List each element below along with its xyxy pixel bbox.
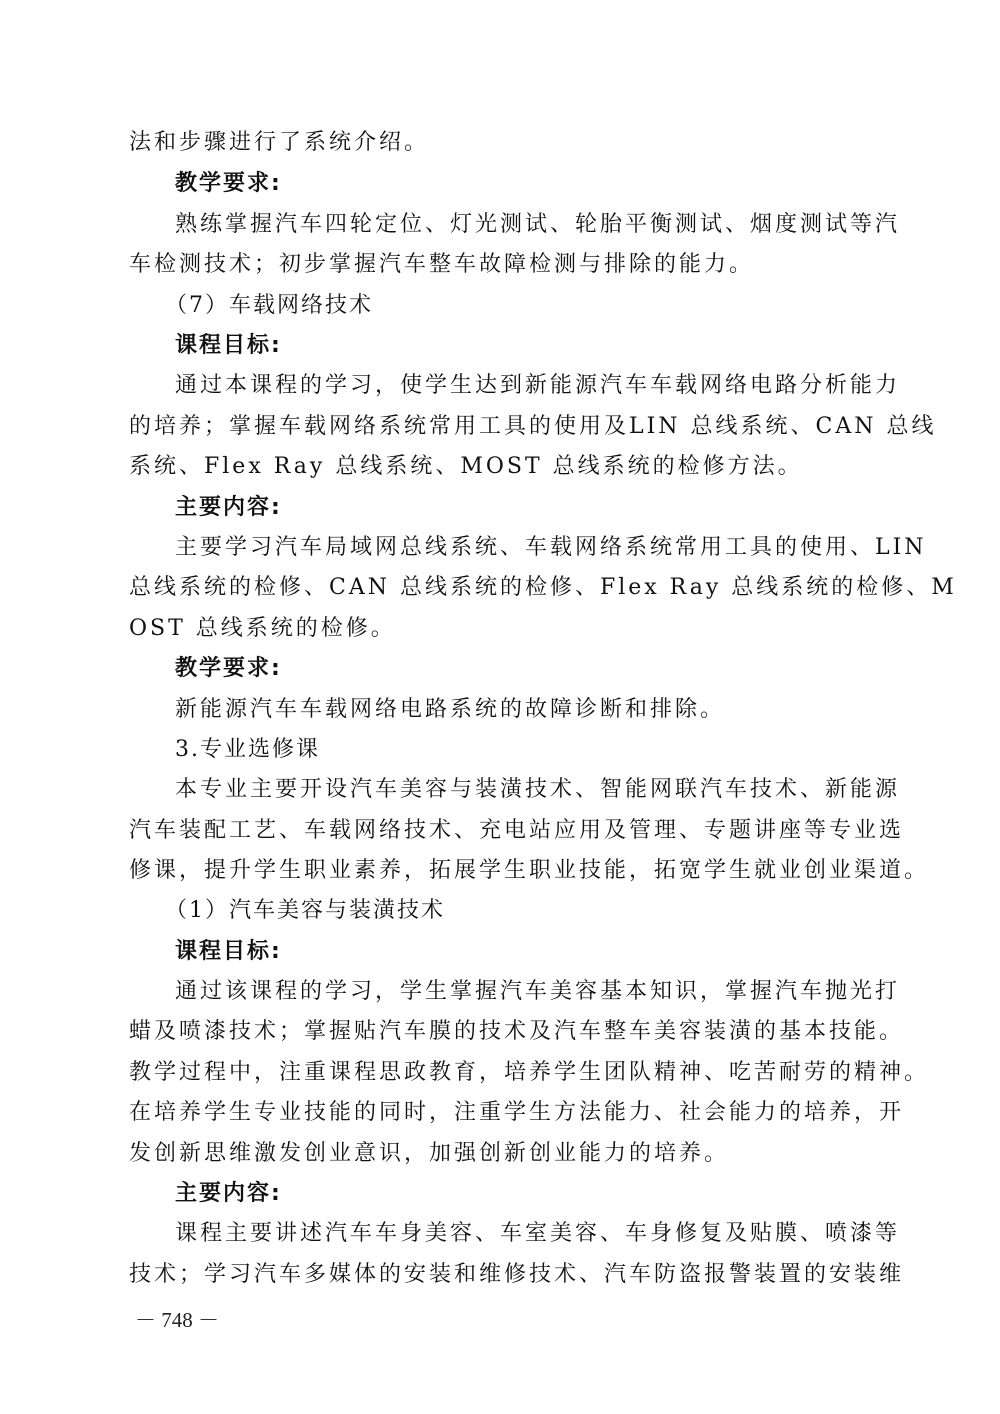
subsection-title-car-beauty: （1）汽车美容与装潢技术 <box>165 898 445 923</box>
body-text-line: 课程主要讲述汽车车身美容、车室美容、车身修复及贴膜、喷漆等 <box>175 1221 901 1246</box>
body-text-line: 发创新思维激发创业意识，加强创新创业能力的培养。 <box>129 1141 730 1166</box>
section-heading-course-objectives: 课程目标: <box>175 939 282 964</box>
body-text-line: OST 总线系统的检修。 <box>129 616 396 641</box>
body-text-line: 新能源汽车车载网络电路系统的故障诊断和排除。 <box>175 697 726 722</box>
body-text-line: 法和步骤进行了系统介绍。 <box>129 130 430 155</box>
body-text-line: 主要学习汽车局域网总线系统、车载网络系统常用工具的使用、LIN <box>175 535 927 560</box>
subsection-title-vehicle-network: （7）车载网络技术 <box>165 293 373 318</box>
body-text-line: 总线系统的检修、CAN 总线系统的检修、Flex Ray 总线系统的检修、M <box>129 575 957 600</box>
body-text-line: 本专业主要开设汽车美容与装潢技术、智能网联汽车技术、新能源 <box>175 777 901 802</box>
page-number: － 748 － <box>135 1308 219 1332</box>
body-text-line: 的培养；掌握车载网络系统常用工具的使用及LIN 总线系统、CAN 总线 <box>129 414 937 439</box>
body-text-line: 技术；学习汽车多媒体的安装和维修技术、汽车防盗报警装置的安装维 <box>129 1262 905 1287</box>
body-text-line: 系统、Flex Ray 总线系统、MOST 总线系统的检修方法。 <box>129 454 803 479</box>
section-heading-main-content: 主要内容: <box>175 495 282 520</box>
section-heading-course-objectives: 课程目标: <box>175 333 282 358</box>
section-heading-teaching-requirements: 教学要求: <box>175 656 282 681</box>
body-text-line: 熟练掌握汽车四轮定位、灯光测试、轮胎平衡测试、烟度测试等汽 <box>175 212 901 237</box>
subsection-title-elective-courses: 3.专业选修课 <box>175 737 320 762</box>
section-heading-teaching-requirements: 教学要求: <box>175 171 282 196</box>
body-text-line: 车检测技术；初步掌握汽车整车故障检测与排除的能力。 <box>129 252 755 277</box>
section-heading-main-content: 主要内容: <box>175 1181 282 1206</box>
body-text-line: 通过该课程的学习，学生掌握汽车美容基本知识，掌握汽车抛光打 <box>175 979 901 1004</box>
body-text-line: 汽车装配工艺、车载网络技术、充电站应用及管理、专题讲座等专业选 <box>129 818 905 843</box>
body-text-line: 修课，提升学生职业素养，拓展学生职业技能，拓宽学生就业创业渠道。 <box>129 858 930 883</box>
body-text-line: 教学过程中，注重课程思政教育，培养学生团队精神、吃苦耐劳的精神。 <box>129 1060 930 1085</box>
body-text-line: 通过本课程的学习，使学生达到新能源汽车车载网络电路分析能力 <box>175 373 901 398</box>
body-text-line: 蜡及喷漆技术；掌握贴汽车膜的技术及汽车整车美容装潢的基本技能。 <box>129 1019 905 1044</box>
body-text-line: 在培养学生专业技能的同时，注重学生方法能力、社会能力的培养，开 <box>129 1100 905 1125</box>
